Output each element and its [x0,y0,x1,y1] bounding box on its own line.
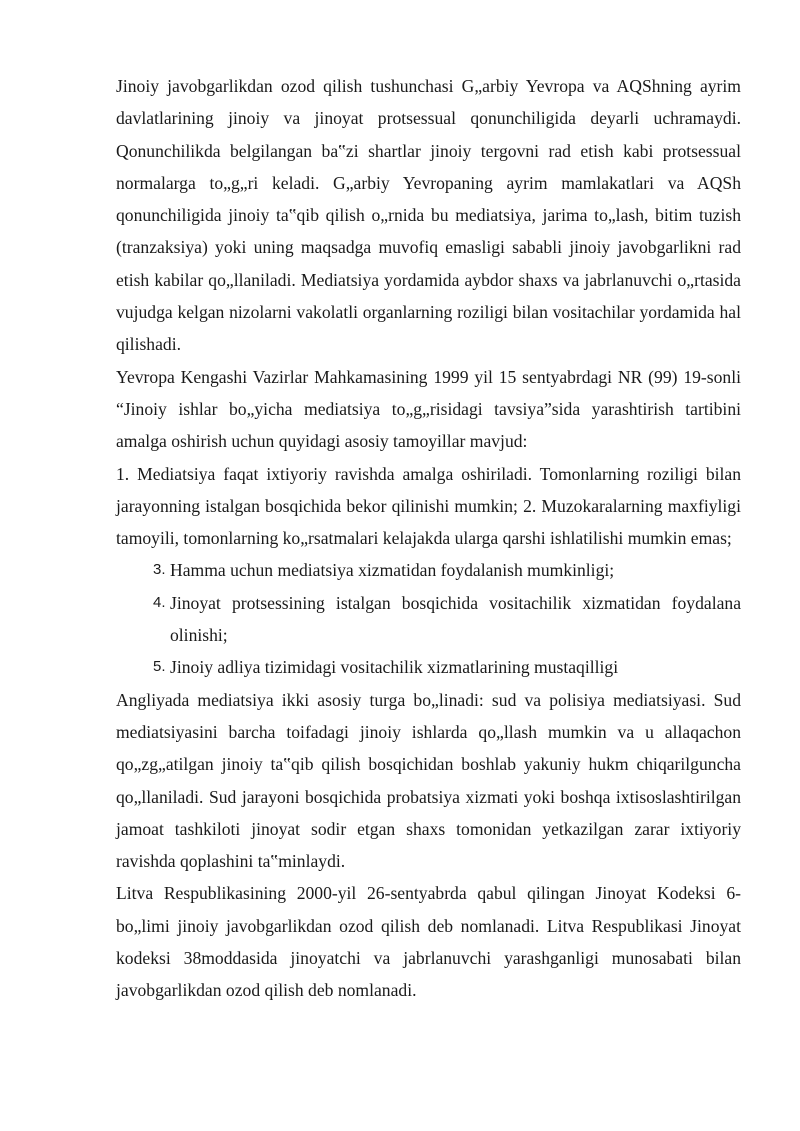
list-text: Hamma uchun mediatsiya xizmatidan foydalanish mumkinligi; [170,560,615,581]
list-item [116,554,741,586]
paragraph-intro: Jinoiy javobgarlikdan ozod qilish tushunchasi G„arbiy Yevropa va AQShning ayrim davlatlarining jinoiy va jinoyat protsessual qonunchiligida deyarli uchramaydi. Qonunchilikda belgilangan ba‟zi shartlar jinoiy tergovni rad etish kabi protsessual normalarga to„g„ri keladi. G„arbiy Yevropaning ayrim mamlakatlari va AQSh qonunchiligida jinoiy ta‟qib qilish o„rnida bu mediatsiya, jarima to„lash, bitim tuzish (tranzaksiya) yoki uning maqsadga muvofiq emasligi sababli jinoiy javobgarlikni rad etish kabilar qo„llaniladi. Mediatsiya yordamida aybdor shaxs va jabrlanuvchi o„rtasida vujudga kelgan nizolarni vakolatli organlarning roziligi bilan vositachilar yordamida hal qilishadi. [116,76,741,355]
list-number: 4. [153,593,166,611]
list-number: 5. [153,658,166,676]
document-page [116,70,741,1007]
paragraph-lithuania-code: Litva Respublikasining 2000-yil 26-sentyabrda qabul qilingan Jinoyat Kodeksi 6-bo„limi jinoiy javobgarlikdan ozod qilish deb nomlanadi. Litva Respublikasi Jinoyat kodeksi 38moddasida jinoyatchi va jabrlanuvchi yarashganligi munosabati bilan javobgarlikdan ozod qilish deb nomlanadi. [116,883,741,1001]
paragraph-council-recommendation: Yevropa Kengashi Vazirlar Mahkamasining 1999 yil 15 sentyabrdagi NR (99) 19-sonli “Jinoiy ishlar bo„yicha mediatsiya to„g„risidagi tavsiya”sida yarashtirish tartibini amalga oshirish uchun quyidagi asosiy tamoyillar mavjud: [116,366,741,452]
paragraph-england-mediation: Angliyada mediatsiya ikki asosiy turga bo„linadi: sud va polisiya mediatsiyasi. Sud mediatsiyasini barcha toifadagi jinoiy ishlarda qo„llash mumkin va u allaqachon qo„zg„atilgan jinoiy ta‟qib qilish bosqichidan boshlab yakuniy hukm chiqarilguncha qo„llaniladi. Sud jarayoni bosqichida probatsiya xizmati yoki boshqa ixtisoslashtirilgan jamoat tashkiloti jinoyat sodir etgan shaxs tomonidan yetkazilgan zarar ixtiyoriy ravishda qoplashini ta‟minlaydi. [116,689,741,872]
list-item [116,587,741,652]
list-text: Jinoyat protsessining istalgan bosqichida vositachilik xizmatidan foydalana olinishi; [170,592,741,646]
list-number: 3. [153,561,166,579]
paragraph-principles-1-2: 1. Mediatsiya faqat ixtiyoriy ravishda amalga oshiriladi. Tomonlarning roziligi bilan jarayonning istalgan bosqichida bekor qilinishi mumkin; 2. Muzokaralarning maxfiyligi tamoyili, tomonlarning ko„rsatmalari kelajakda ularga qarshi ishlatilishi mumkin emas; [116,463,741,549]
list-item [116,651,741,683]
list-text: Jinoiy adliya tizimidagi vositachilik xizmatlarining mustaqilligi [170,657,619,678]
